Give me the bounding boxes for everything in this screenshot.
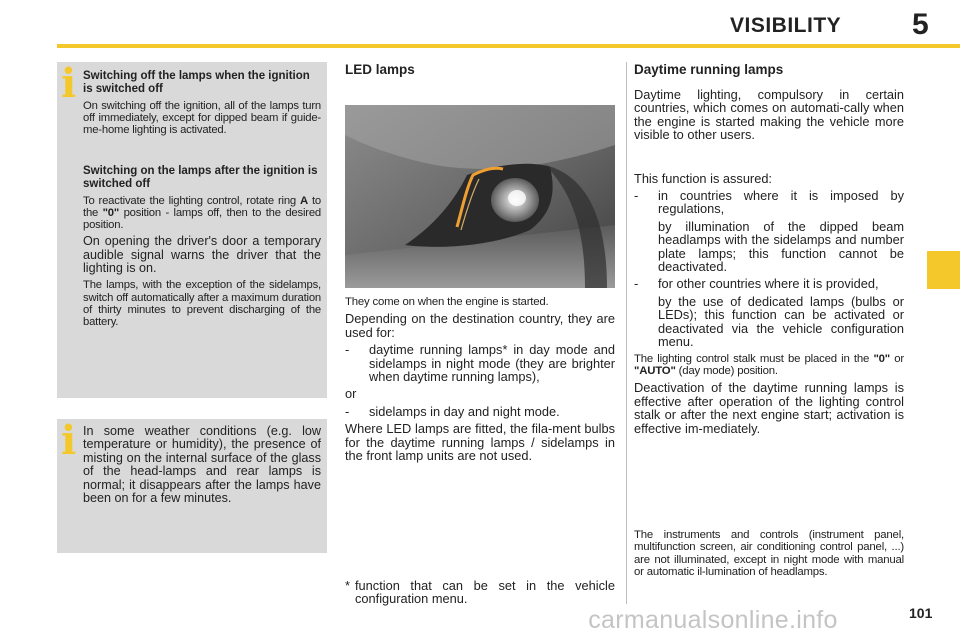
led-text-destination: Depending on the destination country, they are used for: xyxy=(345,311,615,340)
led-footnote xyxy=(345,579,615,606)
page-header-title: VISIBILITY xyxy=(730,14,842,37)
footnote-mark: * xyxy=(345,578,350,593)
heading-switching-off: Switching off the lamps when the ignition is switched off xyxy=(83,70,310,95)
list-dash: - xyxy=(634,276,639,292)
text-reactivate-mid: to the xyxy=(83,194,321,219)
info-box-content xyxy=(83,425,321,509)
drl-text-stalk-position xyxy=(634,353,904,378)
text-reactivate-post: position - lamps off, then to the desired position. xyxy=(83,206,321,232)
footnote-item xyxy=(345,579,615,606)
drl-text-deactivation: Deactivation of the daytime running lamps is effective after operation of the lighting control stalk or after the next engine start; activation is effective im-mediately. xyxy=(634,380,904,436)
info-icon: i xyxy=(61,60,77,107)
info-box-content xyxy=(83,70,321,332)
led-item-sidelamps: sidelamps in day and night mode. xyxy=(369,403,560,419)
led-item-daytime: daytime running lamps* in day mode and sidelamps in night mode (they are brighter when daytime running lamps), xyxy=(369,342,615,385)
text-switching-off: On switching off the ignition, all of the lamps turn off immediately, except for dipped beam if guide-me-home lighting is activated. xyxy=(83,100,321,137)
list-item xyxy=(345,405,615,418)
watermark: carmanualsonline.info xyxy=(588,606,838,634)
led-text-or: or xyxy=(345,386,357,402)
list-dash: - xyxy=(634,188,639,204)
heading-switching-on: Switching on the lamps after the ignition is switched off xyxy=(83,164,318,190)
stalk-text-post: (day mode) position. xyxy=(675,364,778,377)
drl-item-regulations: in countries where it is imposed by regulations, xyxy=(658,188,904,217)
text-reactivate xyxy=(83,195,321,232)
drl-title: Daytime running lamps xyxy=(634,62,784,77)
ring-label: A xyxy=(300,194,308,207)
stalk-text-pre: The lighting control stalk must be placed in the xyxy=(634,352,874,365)
list-item xyxy=(634,277,904,290)
text-audible-signal: On opening the driver's door a temporary audible signal warns the driver that the lighting is on. xyxy=(83,234,321,276)
info-icon: i xyxy=(61,417,77,464)
stalk-text-or: or xyxy=(889,352,904,365)
text-reactivate-pre: To reactivate the lighting control, rotate ring xyxy=(83,194,300,207)
led-lamps-text xyxy=(345,296,615,466)
list-dash: - xyxy=(345,403,350,419)
header-rule xyxy=(57,44,960,48)
info-box-misting xyxy=(57,419,327,553)
position-zero: "0" xyxy=(102,206,120,219)
text-auto-off: The lamps, with the exception of the sidelamps, switch off automatically after a maximum duration of thirty minutes to prevent discharging of the battery. xyxy=(83,279,321,329)
position-auto: "AUTO" xyxy=(634,364,676,377)
list-item xyxy=(345,343,615,383)
daytime-running-lamps-section xyxy=(634,62,904,439)
drl-instruments-note xyxy=(634,529,904,583)
led-lamps-section xyxy=(345,62,615,78)
info-box-lamps-switching xyxy=(57,62,327,398)
headlamp-photo xyxy=(345,105,615,288)
chapter-tab xyxy=(927,251,960,289)
drl-text-intro: Daytime lighting, compulsory in certain countries, which comes on automati-cally when the engine is started making the vehicle more visible to other users. xyxy=(634,87,904,143)
drl-text-instruments: The instruments and controls (instrument panel, multifunction screen, air conditioning control panel, ...) are not illuminated, except in night mode with manual or automatic il-lumination of headlamps. xyxy=(634,529,904,579)
drl-text-assured: This function is assured: xyxy=(634,170,772,186)
led-text-engine-started: They come on when the engine is started. xyxy=(345,296,549,308)
text-misting: In some weather conditions (e.g. low temperature or humidity), the presence of misting on the internal surface of the glass of the head-lamps and rear lamps is normal; it disappears after the lamps have been on for a few minutes. xyxy=(83,424,321,506)
chapter-number: 5 xyxy=(912,8,929,41)
led-text-filament: Where LED lamps are fitted, the fila-ment bulbs for the daytime running lamps / sidelamps in the front lamp units are not used. xyxy=(345,421,615,464)
led-lamps-title: LED lamps xyxy=(345,62,415,77)
page-number: 101 xyxy=(909,605,933,621)
list-dash: - xyxy=(345,342,350,358)
drl-text-dipped-beam: by illumination of the dipped beam headlamps with the sidelamps and number plate lamps; this function cannot be deactivated. xyxy=(658,218,904,275)
position-zero: "0" xyxy=(873,352,890,365)
drl-item-other-countries: for other countries where it is provided, xyxy=(658,276,879,292)
column-divider xyxy=(626,62,627,604)
drl-text-dedicated-lamps: by the use of dedicated lamps (bulbs or LEDs); this function can be activated or deactivated via the vehicle configuration menu. xyxy=(658,293,904,350)
list-item xyxy=(634,189,904,216)
footnote-text: function that can be set in the vehicle configuration menu. xyxy=(355,578,615,607)
